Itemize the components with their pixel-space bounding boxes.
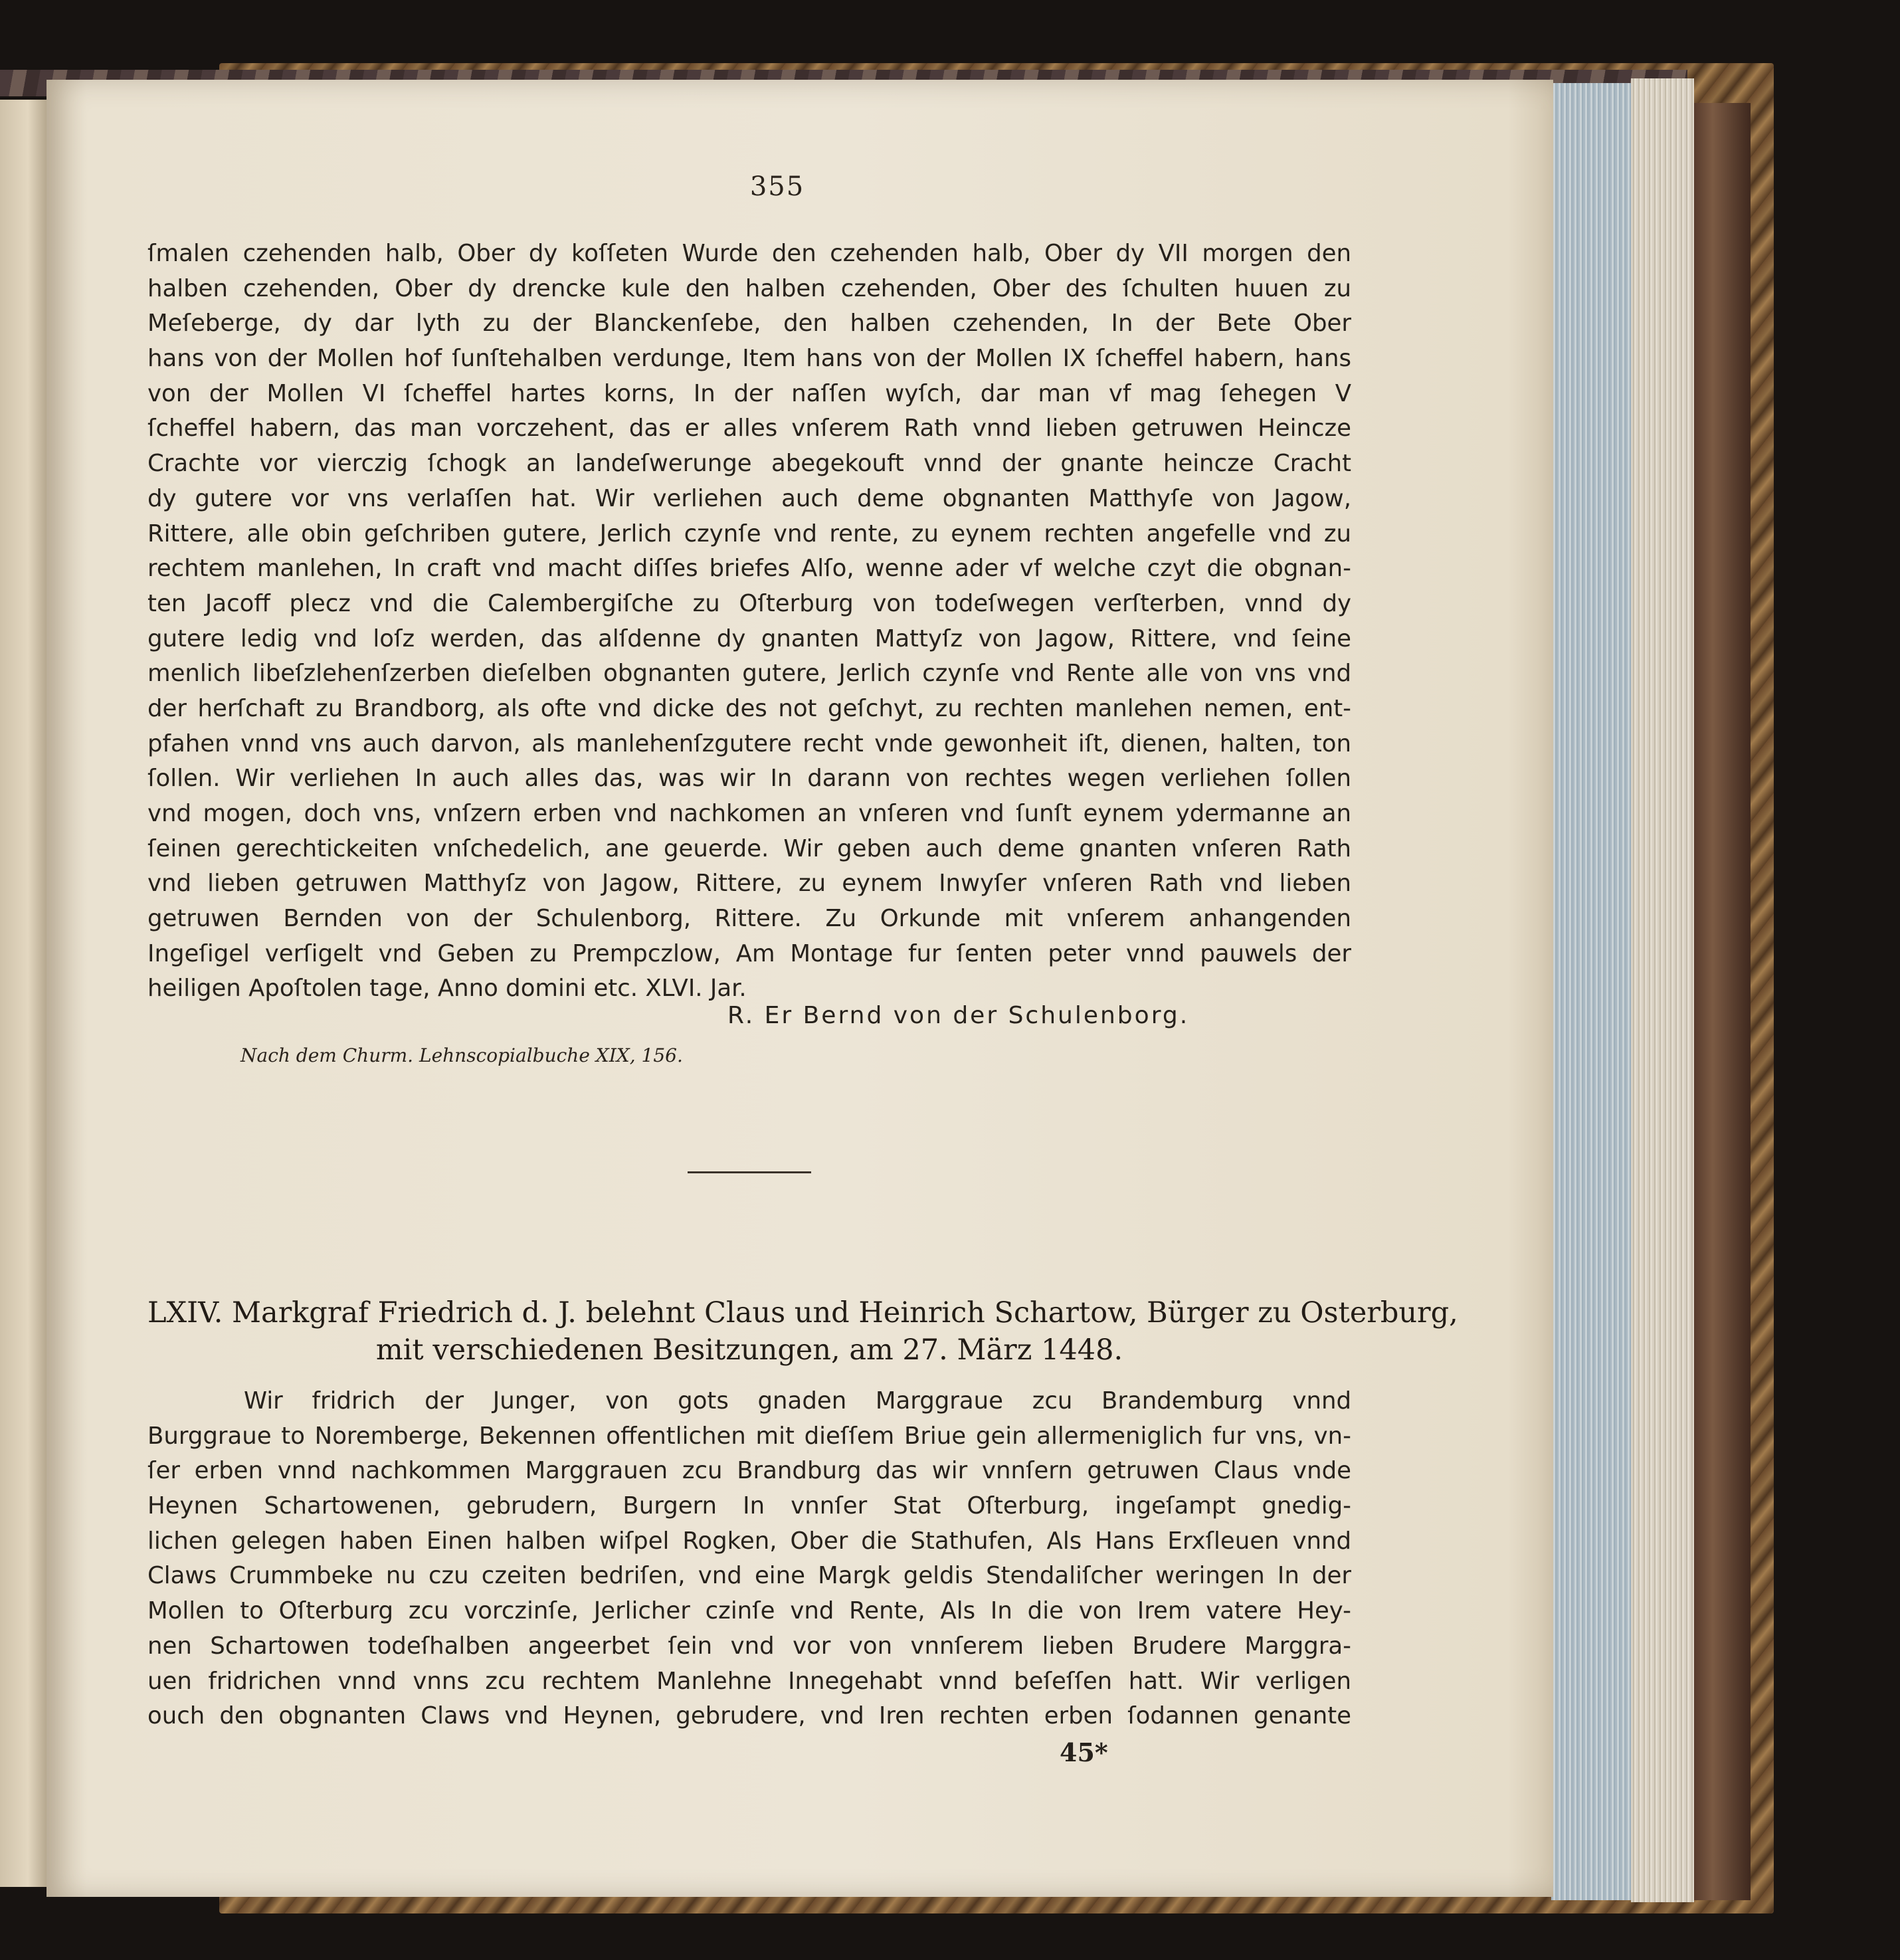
text-line: ouch den obgnanten Claws vnd Heynen, gebrudere, vnd Iren rechten erben ſodannen genante [147, 1702, 1351, 1730]
text-line: menlich libeſzlehenſzerben dieſelben obgnanten gutere, Jerlich czynſe vnd Rente alle von vns vnd [147, 660, 1351, 688]
text-line: Meſeberge, dy dar lyth zu der Blanckenſebe, den halben czehenden, In der Bete Ober [147, 310, 1351, 338]
text-line: Mollen to Oſterburg zcu vorczinſe, Jerlicher czinſe vnd Rente, Als In die von Irem vatere Hey- [147, 1597, 1351, 1625]
signature-mark: 45* [1060, 1737, 1108, 1767]
left-page-edge [0, 100, 47, 1887]
text-line: nen Schartowen todeſhalben angeerbet ſein vnd vor von vnnſerem lieben Brudere Marggra- [147, 1632, 1351, 1660]
text-line: Burggraue to Noremberge, Bekennen offentlichen mit dieſſem Briue gein allermeniglich fur vns, vn- [147, 1422, 1351, 1450]
text-line: Crachte vor vierczig ſchogk an landeſwerunge abegekouft vnnd der gnante heincze Cracht [147, 450, 1351, 478]
text-line: gutere ledig vnd loſz werden, das alſdenne dy gnanten Mattyſz von Jagow, Rittere, vnd ſeine [147, 625, 1351, 652]
page-number: 355 [749, 171, 805, 202]
text-line: vnd lieben getruwen Matthyſz von Jagow, Rittere, zu eynem Inwyſer vnſeren Rath vnd lieben [147, 870, 1351, 898]
text-line: ſeinen gerechtickeiten vnſchedelich, ane geuerde. Wir geben auch deme gnanten vnſeren Rath [147, 834, 1351, 862]
text-line: Wir fridrich der Junger, von gots gnaden Marggraue zcu Brandemburg vnnd [244, 1387, 1351, 1415]
text-line: rechtem manlehen, In craft vnd macht diſſes briefes Alſo, wenne ader vf welche czyt die obgnan- [147, 555, 1351, 583]
body-text [147, 237, 1351, 1007]
text-line: dy gutere vor vns verlaſſen hat. Wir verliehen auch deme obgnanten Matthyſe von Jagow, [147, 484, 1351, 512]
text-line: heiligen Apoſtolen tage, Anno domini etc. XLVI. Jar. [147, 975, 747, 1003]
heading-line: LXIV. Markgraf Friedrich d. J. belehnt Claus und Heinrich Schartow, Bürger zu Osterburg, [147, 1296, 1458, 1329]
text-line: der herſchaft zu Brandborg, als ofte vnd dicke des not geſchyt, zu rechten manlehen nemen, ent- [147, 694, 1351, 722]
signature: R. Er Bernd von der Schulenborg. [727, 1002, 1190, 1029]
source-note: Nach dem Churm. Lehnscopialbuche XIX, 156. [240, 1044, 683, 1066]
text-line: ten Jacoff plecz vnd die Calembergiſche zu Oſterburg von todeſwegen verſterben, vnnd dy [147, 589, 1351, 617]
text-line: ſer erben vnnd nachkommen Marggrauen zcu Brandburg das wir vnnſern getruwen Claus vnde [147, 1457, 1351, 1485]
text-line: halben czehenden, Ober dy drencke kule den halben czehenden, Ober des ſchulten huuen zu [147, 274, 1351, 302]
text-line: hans von der Mollen hof ſunſtehalben verdunge, Item hans von der Mollen IX ſcheffel habern, hans [147, 345, 1351, 373]
text-line: getruwen Bernden von der Schulenborg, Rittere. Zu Orkunde mit vnſerem anhangenden [147, 905, 1351, 933]
text-line: Claws Crummbeke nu czu czeiten bedriſen, vnd eine Margk geldis Stendaliſcher weringen In der [147, 1562, 1351, 1590]
text-line: Ingeſigel verſigelt vnd Geben zu Prempczlow, Am Montage fur ſenten peter vnnd pauwels der [147, 939, 1351, 967]
heading-line: mit verschiedenen Besitzungen, am 27. März 1448. [375, 1333, 1123, 1367]
section-text [147, 1384, 1351, 1734]
text-line: uen fridrichen vnnd vnns zcu rechtem Manlehne Innegehabt vnnd beſeſſen hatt. Wir verligen [147, 1667, 1351, 1695]
text-line: lichen gelegen haben Einen halben wiſpel Rogken, Ober die Stathufen, Als Hans Erxſleuen vnnd [147, 1527, 1351, 1555]
text-line: ſollen. Wir verliehen In auch alles das, was wir In darann von rechtes wegen verliehen ſollen [147, 765, 1351, 793]
text-line: von der Mollen VI ſcheffel hartes korns, In der naſſen wyſch, dar man vf mag ſehegen V [147, 379, 1351, 407]
text-line: vnd mogen, doch vns, vnſzern erben vnd nachkomen an vnſeren vnd ſunſt eynem ydermanne an [147, 800, 1351, 827]
section-divider [688, 1171, 811, 1173]
page-edges-outer [1631, 78, 1694, 1902]
text-line: ſmalen czehenden halb, Ober dy koſſeten Wurde den czehenden halb, Ober dy VII morgen den [147, 240, 1351, 267]
text-line: ſcheffel habern, das man vorczehent, das er alles vnſerem Rath vnnd lieben getruwen Heincze [147, 415, 1351, 442]
text-line: pfahen vnnd vns auch darvon, als manlehenſzgutere recht vnde gewonheit iſt, dienen, halten, ton [147, 730, 1351, 757]
text-line: Rittere, alle obin geſchriben gutere, Jerlich czynſe vnd rente, zu eynem rechten angefelle vnd zu [147, 520, 1351, 547]
book-spine-edge [1687, 103, 1751, 1900]
section-heading [147, 1294, 1458, 1369]
text-line: Heynen Schartowenen, gebrudern, Burgern In vnnſer Stat Oſterburg, ingeſampt gnedig- [147, 1492, 1351, 1520]
